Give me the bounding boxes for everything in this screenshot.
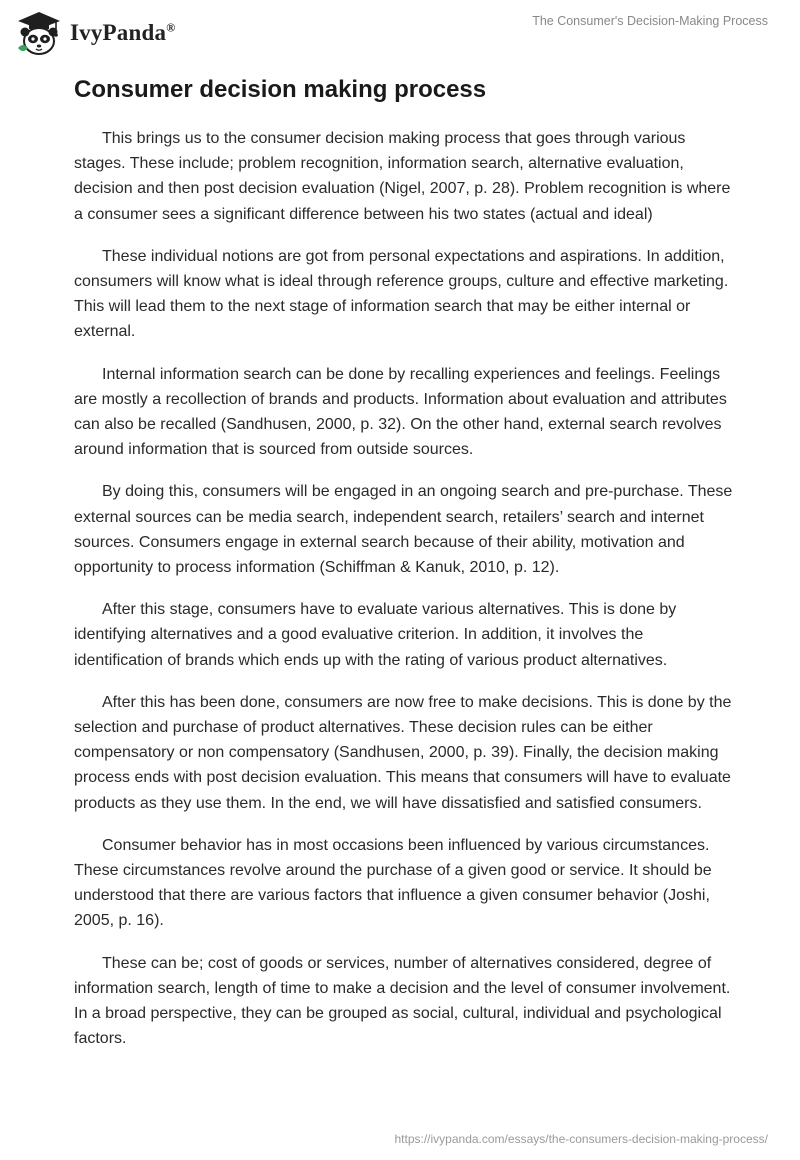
article-heading: Consumer decision making process <box>74 76 487 103</box>
page-header <box>0 0 800 70</box>
brand-logo[interactable] <box>14 8 175 58</box>
paragraph: These can be; cost of goods or services, number of alternatives considered, degree of information search, length of time to make a decision and the level of consumer involvement. In a broad perspective, they can be grouped as social, cultural, individual and psychological factors. <box>74 954 731 1048</box>
paragraph: Consumer behavior has in most occasions been influenced by various circumstances. These circumstances revolve around the purchase of a given good or service. It should be understood that there are various factors that influence a given consumer behavior (Joshi, 2005, p. 16). <box>74 836 712 930</box>
panda-graduate-logo-icon <box>14 8 64 58</box>
paragraph: By doing this, consumers will be engaged in an ongoing search and pre-purchase. These external sources can be media search, independent search, retailers’ search and internet sources. Consumers engage in external search because of their ability, motivation and opportunity to process information (Schiffman & Kanuk, 2010, p. 12). <box>74 483 733 577</box>
source-url[interactable]: https://ivypanda.com/essays/the-consumers-decision-making-process/ <box>394 1132 768 1146</box>
paragraph: This brings us to the consumer decision making process that goes through various stages. These include; problem recognition, information search, alternative evaluation, decision and then post decision evaluation (Nigel, 2007, p. 28). Problem recognition is where a consumer sees a significant difference between his two states (actual and ideal) <box>74 130 731 223</box>
brand-name: IvyPanda® <box>70 20 176 45</box>
paragraph: After this has been done, consumers are now free to make decisions. This is done by the selection and purchase of product alternatives. These decision rules can be either compensatory or non compensatory (Sandhusen, 2000, p. 39). Finally, the decision making process ends with post decision evaluation. This means that consumers will have to evaluate products as they use them. In the end, we will have dissatisfied and satisfied consumers. <box>74 693 732 812</box>
paragraph: These individual notions are got from personal expectations and aspirations. In addition, consumers will know what is ideal through reference groups, culture and effective marketing. This will lead them to the next stage of information search that may be either internal or external. <box>74 247 729 341</box>
article-body <box>74 74 734 1069</box>
document-title: The Consumer's Decision-Making Process <box>532 14 768 28</box>
paragraph: Internal information search can be done by recalling experiences and feelings. Feelings are mostly a recollection of brands and products. Information about evaluation and attributes can also be recalled (Sandhusen, 2000, p. 32). On the other hand, external search revolves around information that is sourced from outside sources. <box>74 365 727 459</box>
paragraph: After this stage, consumers have to evaluate various alternatives. This is done by identifying alternatives and a good evaluative criterion. In addition, it involves the identification of brands which ends up with the rating of various product alternatives. <box>74 601 677 669</box>
